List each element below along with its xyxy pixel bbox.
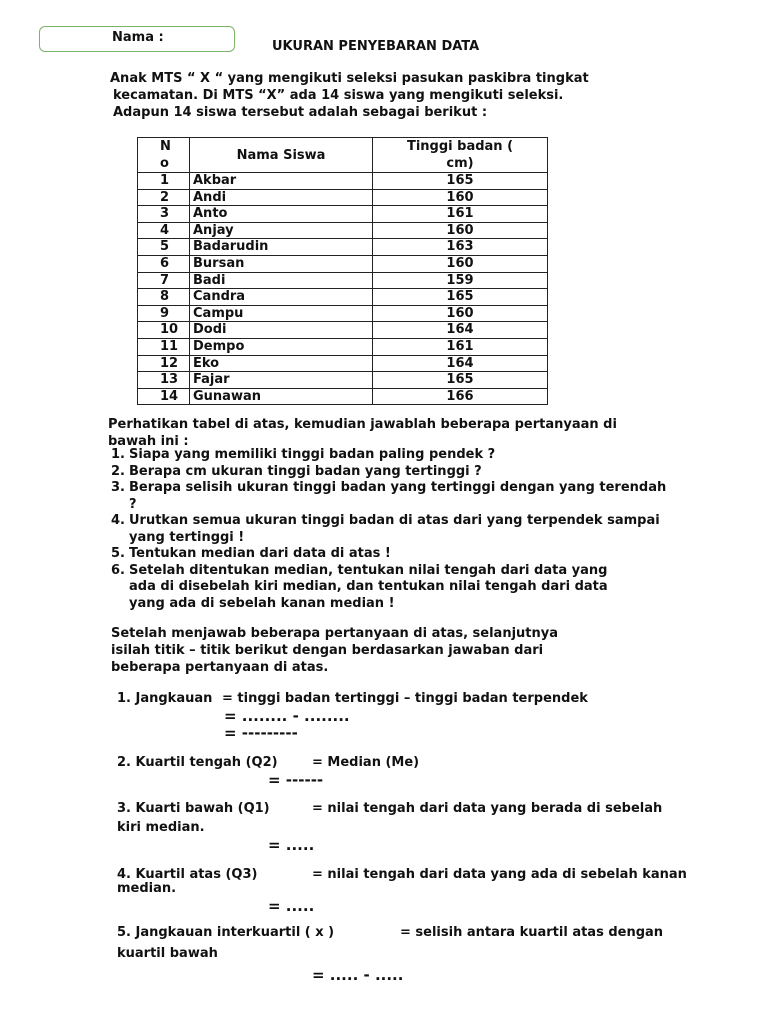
table-row <box>138 305 548 322</box>
table-row <box>138 355 548 372</box>
table-row <box>138 255 548 272</box>
question-number: 3. <box>111 480 125 495</box>
cell-name: Gunawan <box>190 388 373 405</box>
question-line: yang tertinggi ! <box>129 529 245 545</box>
fill-2-definition: = Median (Me) <box>312 755 420 770</box>
question-line: Setelah ditentukan median, tentukan nilai tengah dari data yang <box>129 562 608 578</box>
cell-name: Campu <box>190 305 373 322</box>
fill-1-equation-1: = ........ - ........ <box>224 707 350 725</box>
cell-no: 3 <box>138 206 190 223</box>
instructions-line: bawah ini : <box>108 434 189 449</box>
cell-name: Badi <box>190 272 373 289</box>
table-row <box>138 372 548 389</box>
fill-1-label: 1. Jangkauan <box>117 691 213 706</box>
fill-4-continuation: median. <box>117 881 177 896</box>
cell-height: 164 <box>373 322 548 339</box>
question-item <box>111 480 751 513</box>
student-height-table <box>137 137 548 405</box>
fill-5-definition: = selisih antara kuartil atas dengan <box>400 925 664 940</box>
fill-5-equation: = ..... - ..... <box>312 966 404 984</box>
question-line: yang ada di sebelah kanan median ! <box>129 595 395 611</box>
column-header-height: Tinggi badan ( cm) <box>373 138 548 173</box>
cell-height: 165 <box>373 289 548 306</box>
cell-name: Badarudin <box>190 239 373 256</box>
after-line: beberapa pertanyaan di atas. <box>111 660 329 675</box>
cell-name: Fajar <box>190 372 373 389</box>
table-row <box>138 322 548 339</box>
question-number: 1. <box>111 447 125 462</box>
cell-height: 166 <box>373 388 548 405</box>
table-row <box>138 222 548 239</box>
instructions-line: Perhatikan tabel di atas, kemudian jawablah beberapa pertanyaan di <box>108 417 617 432</box>
question-line: Tentukan median dari data di atas ! <box>129 546 391 561</box>
cell-no: 4 <box>138 222 190 239</box>
column-header-name: Nama Siswa <box>190 138 373 173</box>
page-title: UKURAN PENYEBARAN DATA <box>272 39 480 54</box>
table-header-row <box>138 138 548 173</box>
intro-line: Adapun 14 siswa tersebut adalah sebagai berikut : <box>113 105 488 120</box>
after-line: Setelah menjawab beberapa pertanyaan di atas, selanjutnya <box>111 626 559 641</box>
cell-name: Anjay <box>190 222 373 239</box>
cell-name: Eko <box>190 355 373 372</box>
cell-name: Andi <box>190 189 373 206</box>
question-item <box>111 513 751 546</box>
table-row <box>138 239 548 256</box>
question-number: 6. <box>111 562 125 578</box>
cell-no: 9 <box>138 305 190 322</box>
fill-3-equation: = ..... <box>268 836 315 854</box>
intro-paragraph <box>110 70 589 121</box>
question-line: Siapa yang memiliki tinggi badan paling pendek ? <box>129 447 496 462</box>
question-item <box>111 546 751 563</box>
cell-name: Dodi <box>190 322 373 339</box>
question-line: Urutkan semua ukuran tinggi badan di atas dari yang terpendek sampai <box>129 513 660 528</box>
table-row <box>138 173 548 190</box>
after-paragraph <box>111 625 558 676</box>
cell-height: 160 <box>373 305 548 322</box>
question-number: 2. <box>111 463 125 479</box>
fill-1-definition: = tinggi badan tertinggi – tinggi badan terpendek <box>222 691 588 706</box>
question-number: 5. <box>111 546 125 561</box>
cell-no: 1 <box>138 173 190 190</box>
question-line: ? <box>129 496 137 512</box>
cell-no: 2 <box>138 189 190 206</box>
column-header-no: N o <box>138 138 190 173</box>
cell-name: Akbar <box>190 173 373 190</box>
cell-no: 8 <box>138 289 190 306</box>
fill-4-label: 4. Kuartil atas (Q3) <box>117 867 258 882</box>
cell-height: 165 <box>373 173 548 190</box>
cell-height: 159 <box>373 272 548 289</box>
question-line: Berapa selisih ukuran tinggi badan yang tertinggi dengan yang terendah <box>129 480 667 495</box>
instructions-paragraph <box>108 416 617 450</box>
cell-height: 160 <box>373 255 548 272</box>
table-row <box>138 289 548 306</box>
cell-height: 164 <box>373 355 548 372</box>
cell-height: 161 <box>373 206 548 223</box>
table-row <box>138 388 548 405</box>
fill-5-continuation: kuartil bawah <box>117 946 218 961</box>
fill-4-definition: = nilai tengah dari data yang ada di sebelah kanan <box>312 867 687 882</box>
cell-height: 160 <box>373 222 548 239</box>
cell-no: 10 <box>138 322 190 339</box>
cell-no: 7 <box>138 272 190 289</box>
cell-name: Candra <box>190 289 373 306</box>
cell-no: 13 <box>138 372 190 389</box>
question-list <box>111 447 751 612</box>
table-row <box>138 338 548 355</box>
cell-name: Dempo <box>190 338 373 355</box>
fill-3-label: 3. Kuarti bawah (Q1) <box>117 801 270 816</box>
table-row <box>138 206 548 223</box>
question-line: Berapa cm ukuran tinggi badan yang tertinggi ? <box>129 463 482 479</box>
fill-3-continuation: kiri median. <box>117 820 205 835</box>
cell-height: 161 <box>373 338 548 355</box>
question-item <box>111 447 751 464</box>
intro-line: kecamatan. Di MTS “X” ada 14 siswa yang mengikuti seleksi. <box>113 88 564 103</box>
cell-no: 14 <box>138 388 190 405</box>
after-line: isilah titik – titik berikut dengan berdasarkan jawaban dari <box>111 643 544 658</box>
cell-no: 11 <box>138 338 190 355</box>
fill-1-equation-2: = --------- <box>224 724 298 742</box>
cell-no: 5 <box>138 239 190 256</box>
fill-3-definition: = nilai tengah dari data yang berada di sebelah <box>312 801 663 816</box>
name-field-box[interactable] <box>39 26 235 52</box>
question-item <box>111 563 751 613</box>
fill-2-equation: = ------ <box>268 771 324 789</box>
fill-2-label: 2. Kuartil tengah (Q2) <box>117 755 278 770</box>
cell-height: 163 <box>373 239 548 256</box>
fill-5-label: 5. Jangkauan interkuartil ( x ) <box>117 925 335 940</box>
name-label: Nama : <box>112 30 164 45</box>
cell-no: 6 <box>138 255 190 272</box>
question-number: 4. <box>111 513 125 528</box>
table-row <box>138 272 548 289</box>
cell-name: Anto <box>190 206 373 223</box>
cell-height: 165 <box>373 372 548 389</box>
question-line: ada di disebelah kiri median, dan tentukan nilai tengah dari data <box>129 579 608 594</box>
cell-no: 12 <box>138 355 190 372</box>
table-row <box>138 189 548 206</box>
question-item <box>111 464 751 481</box>
cell-name: Bursan <box>190 255 373 272</box>
fill-4-equation: = ..... <box>268 897 315 915</box>
cell-height: 160 <box>373 189 548 206</box>
intro-line: Anak MTS “ X “ yang mengikuti seleksi pasukan paskibra tingkat <box>110 71 589 86</box>
